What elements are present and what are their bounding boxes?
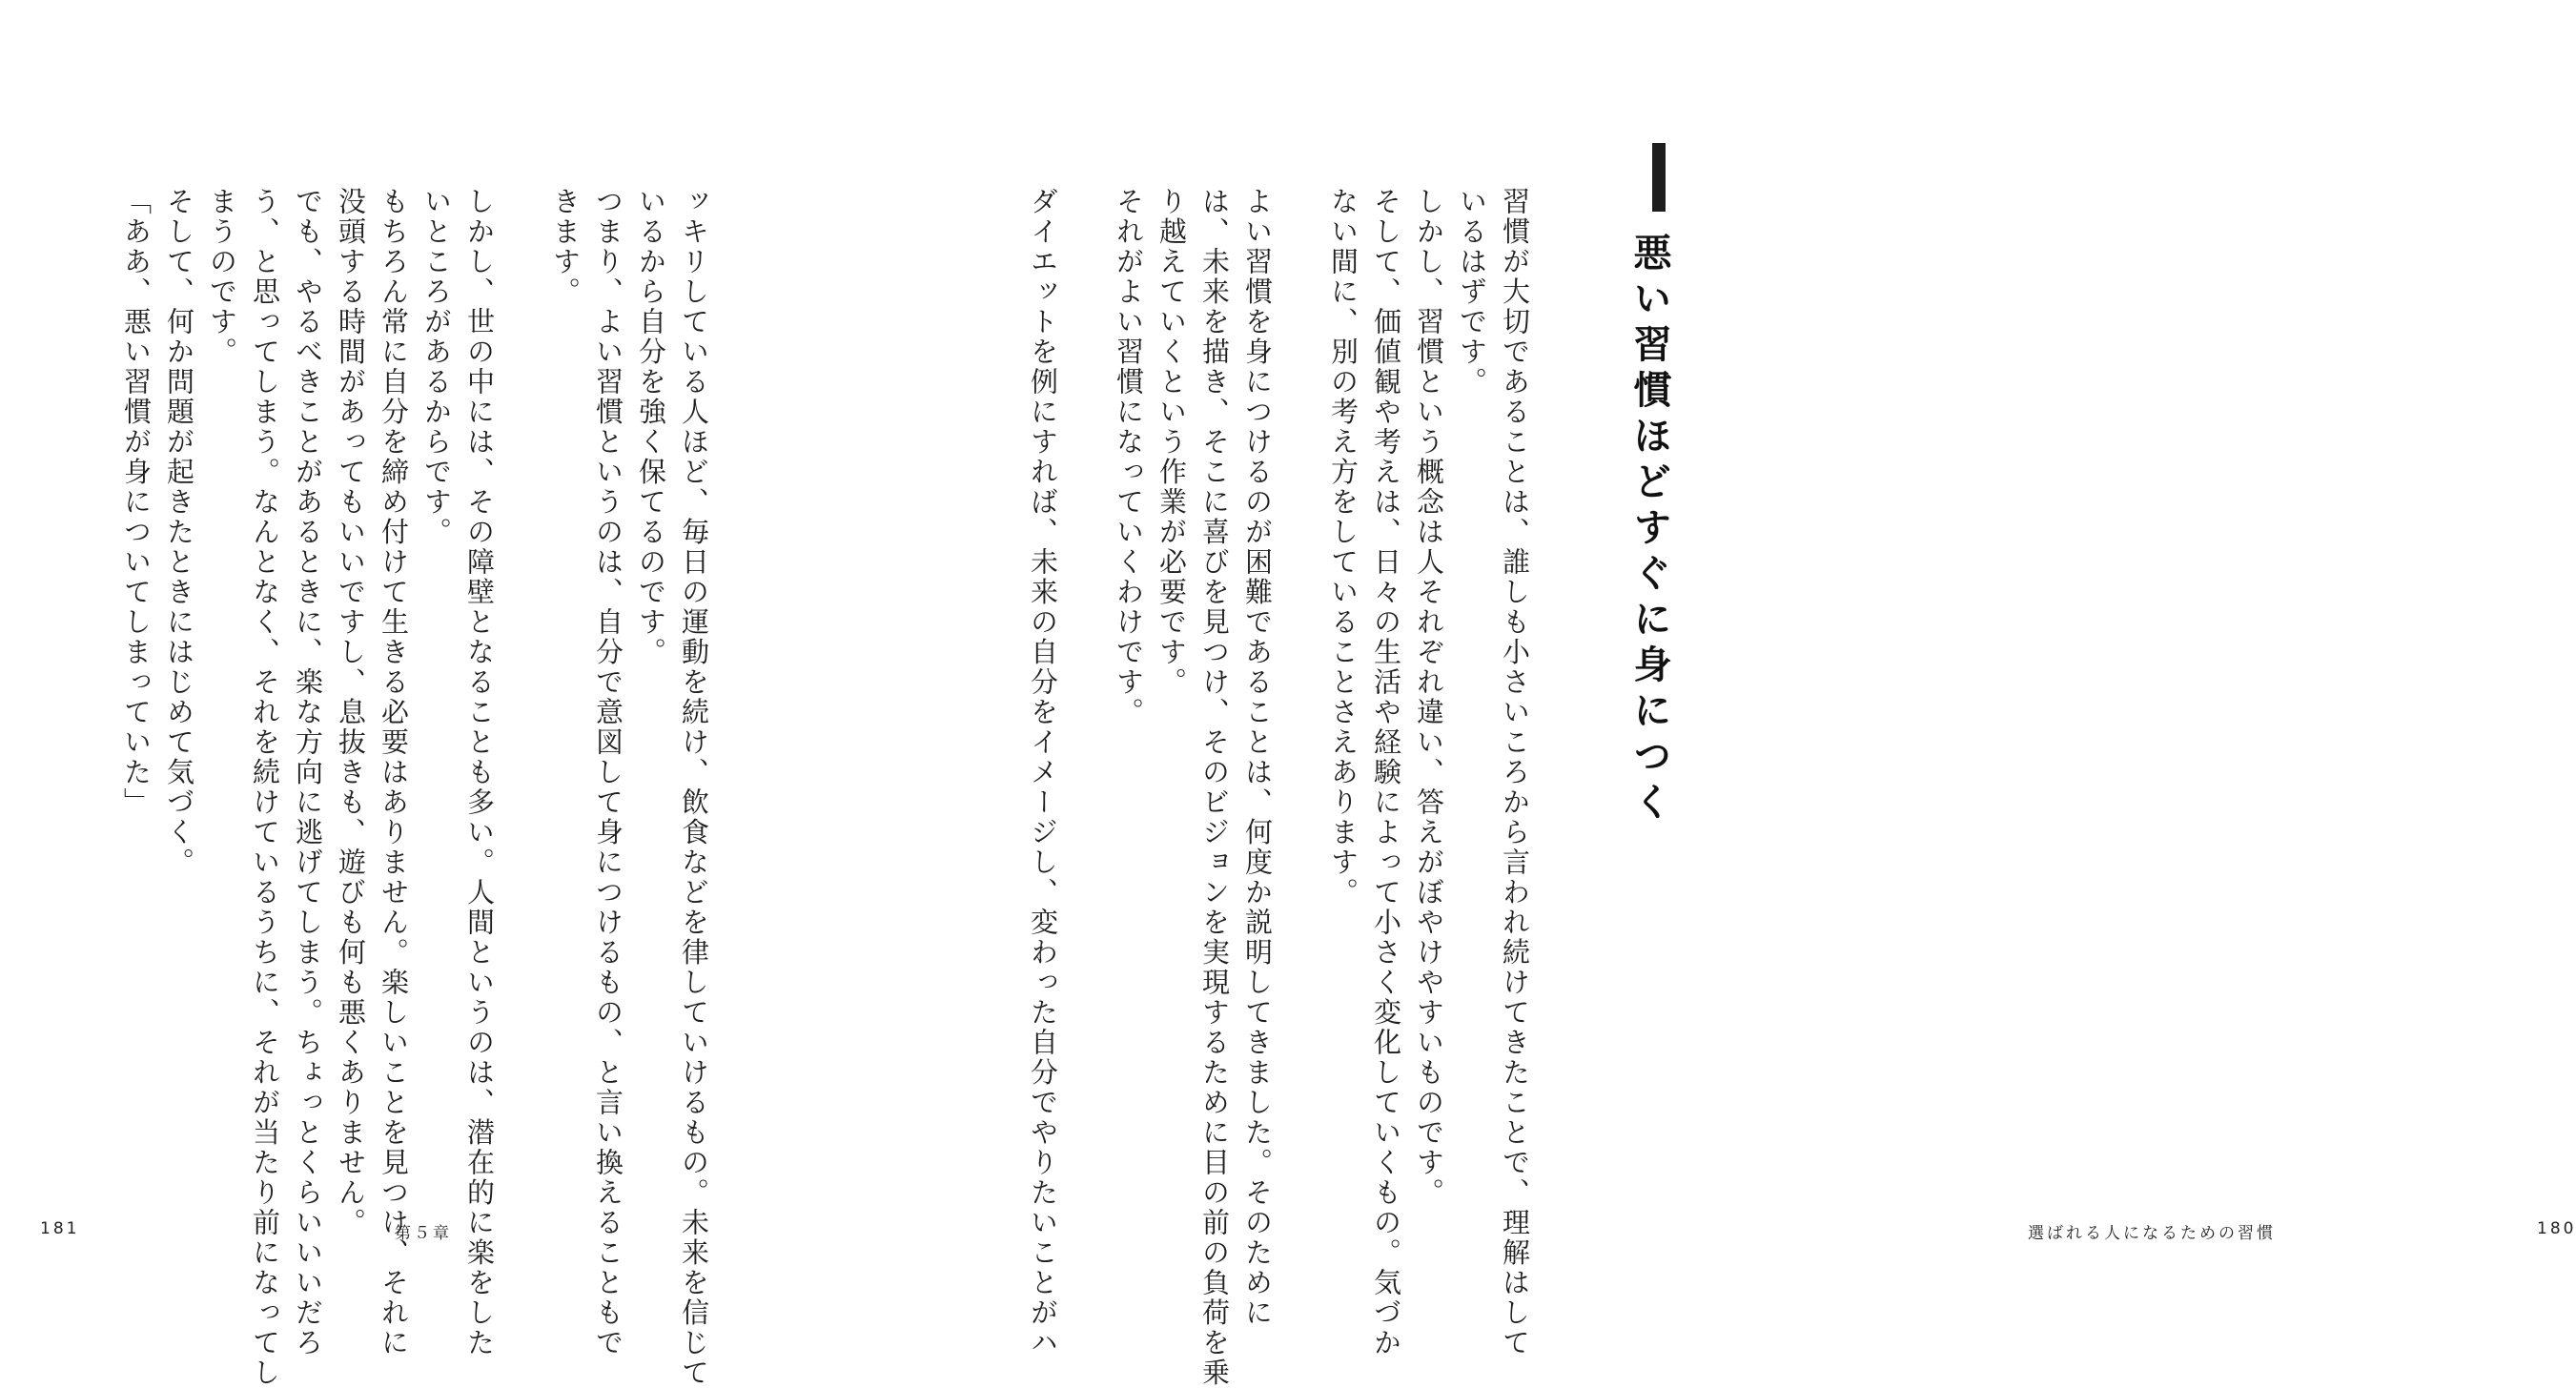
page-number: 181 (40, 1219, 80, 1238)
right-page (877, 0, 2576, 1388)
text-line: よい習慣を身につけるのが困難であることは、何度か説明してきました。そのために (1241, 187, 1274, 1328)
text-line: そして、価値観や考えは、日々の生活や経験によって小さく変化していくもの。気づか (1370, 187, 1402, 1358)
running-head-chapter: 第５章 (395, 1224, 452, 1243)
text-line: いるはずです。 (1456, 187, 1488, 398)
text-line: う、と思ってしまう。なんとなく、それを続けているうちに、それが当たり前になってし (249, 187, 281, 1388)
text-line: いところがあるからです。 (420, 187, 453, 547)
text-line: り越えていくという作業が必要です。 (1155, 187, 1188, 698)
heading-bar (1652, 143, 1666, 212)
text-line: そして、何か問題が起きたときにはじめて気づく。 (163, 187, 195, 878)
text-line: ダイエットを例にすれば、未来の自分をイメージし、変わった自分でやりたいことがハ (1027, 187, 1059, 1358)
text-line: もちろん常に自分を締め付けて生きる必要はありません。楽しいことを見つけ、それに (378, 187, 410, 1358)
section-heading: 悪い習慣ほどすぐに身につく (1627, 233, 1671, 827)
left-page (0, 0, 877, 1388)
text-line: それがよい習慣になっていくわけです。 (1113, 187, 1145, 727)
page-number: 180 (2537, 1219, 2576, 1238)
text-line: ッキリしている人ほど、毎日の運動を続け、飲食などを律していけるもの。未来を信じて (678, 187, 710, 1388)
text-line: は、未来を描き、そこに喜びを見つけ、そのビジョンを実現するために目の前の負荷を乗 (1198, 187, 1231, 1388)
right-page-body (1021, 187, 1536, 1388)
text-line: 習慣が大切であることは、誰しも小さいころから言われ続けてきたことで、理解はして (1499, 187, 1531, 1358)
text-line: 「ああ、悪い習慣が身についてしまっていた」 (120, 187, 153, 818)
running-head-section: 選ばれる人になるための習慣 (2028, 1224, 2276, 1243)
text-line: しかし、世の中には、その障壁となることも多い。人間というのは、潜在的に楽をした (463, 187, 496, 1358)
text-line: つまり、よい習慣というのは、自分で意図して身につけるもの、と言い換えることもで (592, 187, 624, 1358)
text-line: 没頭する時間があってもいいですし、息抜きも、遊びも何も悪くありません。 (335, 187, 367, 1238)
text-line: まうのです。 (206, 187, 238, 367)
text-line: いるから自分を強く保てるのです。 (635, 187, 667, 667)
text-line: きます。 (549, 187, 582, 307)
text-line: でも、やるべきことがあるときに、楽な方向に逃げてしまう。ちょっとくらいいいだろ (292, 187, 324, 1358)
text-line: しかし、習慣という概念は人それぞれ違い、答えがぼやけやすいものです。 (1413, 187, 1445, 1208)
text-line: ない間に、別の考え方をしていることさえあります。 (1327, 187, 1360, 908)
